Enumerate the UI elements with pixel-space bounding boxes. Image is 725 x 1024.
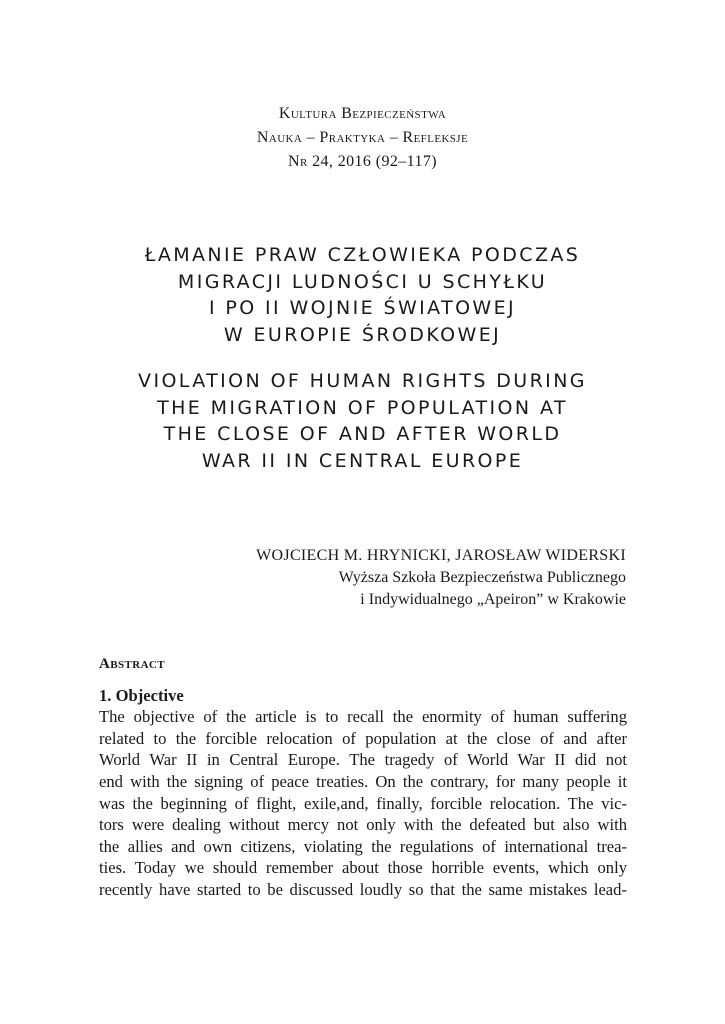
paragraph-line: the allies and own citizens, violating the regulations of international trea-	[99, 836, 627, 856]
paragraph-line: related to the forcible relocation of population at the close of and after	[99, 728, 627, 748]
author-block	[256, 545, 626, 611]
author-names: WOJCIECH M. HRYNICKI, JAROSŁAW WIDERSKI	[256, 547, 626, 564]
paragraph-line: tors were dealing without mercy not only with the defeated but also with	[99, 815, 627, 835]
title-polish-line: ŁAMANIE PRAW CZŁOWIEKA PODCZAS	[144, 244, 581, 266]
title-english-line: VIOLATION OF HUMAN RIGHTS DURING	[138, 370, 587, 392]
journal-header	[0, 102, 725, 174]
journal-subtitle: Nauka – Praktyka – Refleksje	[256, 129, 469, 146]
title-polish	[0, 242, 725, 348]
abstract-section	[99, 654, 627, 901]
title-english-line: WAR II IN CENTRAL EUROPE	[201, 449, 524, 472]
journal-issue	[0, 150, 725, 174]
paragraph-line: The objective of the article is to recall the enormity of human suffering	[99, 707, 627, 727]
journal-name: Kultura Bezpieczeństwa	[278, 105, 447, 122]
title-english-line: THE CLOSE OF AND AFTER WORLD	[163, 423, 562, 445]
paragraph-line: World War II in Central Europe. The tragedy of World War II did not	[99, 750, 627, 770]
paragraph-line: recently have started to be discussed loudly so that the same mistakes lead-	[99, 879, 627, 899]
abstract-heading: Abstract	[99, 656, 165, 672]
title-polish-line: I PO II WOJNIE ŚWIATOWEJ	[208, 297, 517, 319]
title-english-line: THE MIGRATION OF POPULATION AT	[157, 396, 568, 419]
paragraph-line: ties. Today we should remember about those horrible events, which only	[99, 858, 627, 878]
affiliation-line: i Indywidualnego „Apeiron” w Krakowie	[360, 591, 626, 608]
title-polish-line: W EUROPIE ŚRODKOWEJ	[223, 323, 502, 346]
abstract-paragraph	[99, 706, 627, 900]
issue-prefix: Nr	[288, 153, 308, 170]
title-english	[0, 368, 725, 474]
affiliation-line: Wyższa Szkoła Bezpieczeństwa Publicznego	[338, 569, 626, 586]
issue-details: 24, 2016 (92–117)	[307, 153, 437, 170]
paragraph-line: end with the signing of peace treaties. On the contrary, for many people it	[99, 771, 627, 791]
section-heading: 1. Objective	[99, 685, 184, 705]
paragraph-line: was the beginning of flight, exile,and, finally, forcible relocation. The vic-	[99, 793, 627, 813]
title-polish-line: MIGRACJI LUDNOŚCI U SCHYŁKU	[177, 270, 548, 293]
